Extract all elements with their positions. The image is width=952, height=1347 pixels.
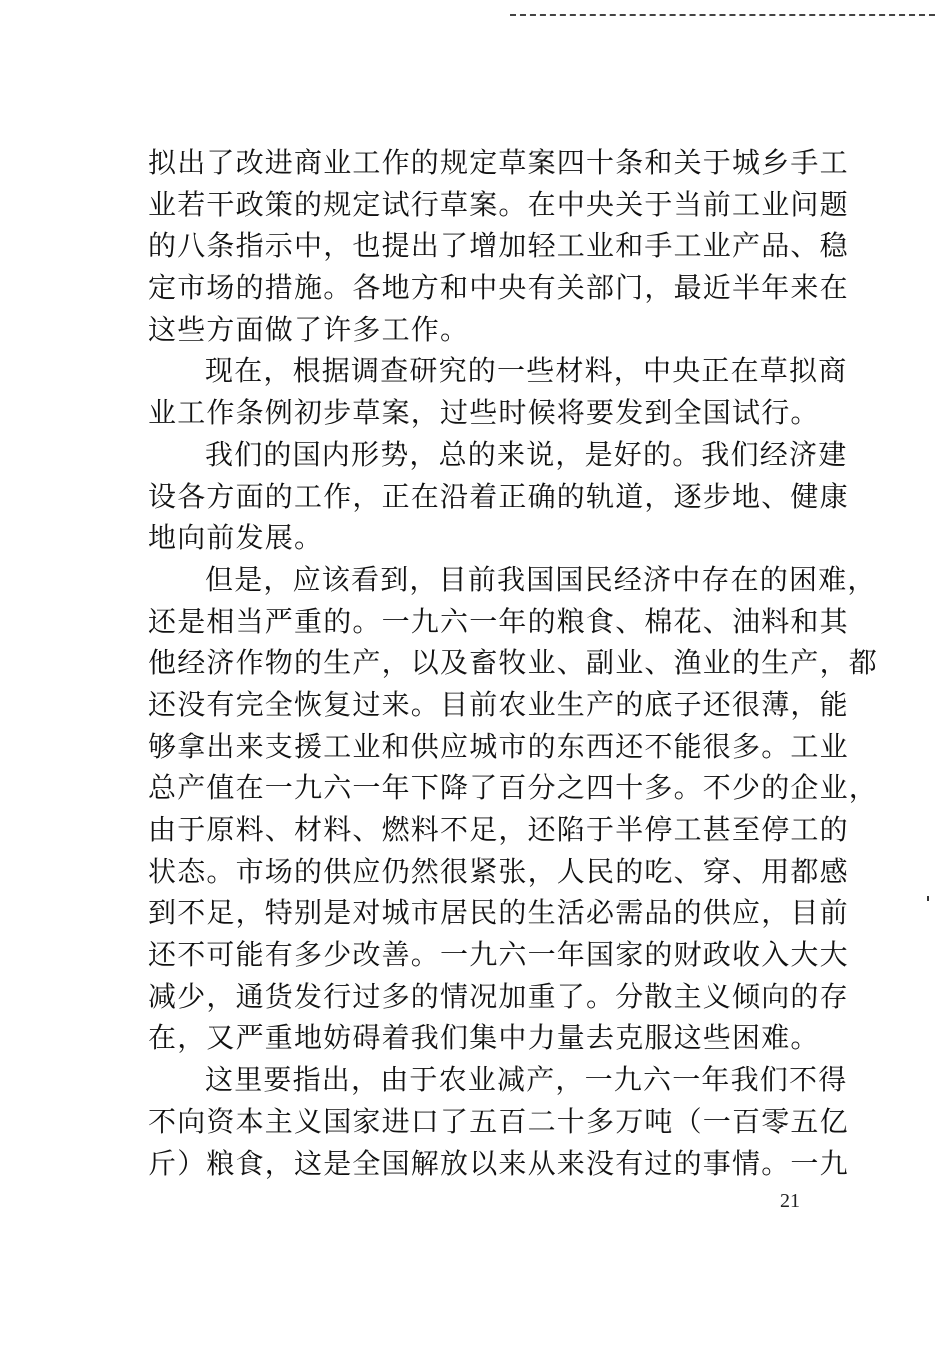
text-line: 设各方面的工作，正在沿着正确的轨道，逐步地、健康 <box>148 479 849 513</box>
text-line: 还是相当严重的。一九六一年的粮食、棉花、油料和其 <box>148 604 849 638</box>
text-line: 定市场的措施。各地方和中央有关部门，最近半年来在 <box>148 271 849 305</box>
text-line: 但是，应该看到，目前我国国民经济中存在的困难， <box>205 562 877 596</box>
text-line: 这里要指出，由于农业减产，一九六一年我们不得 <box>205 1063 848 1097</box>
text-line: 不向资本主义国家进口了五百二十多万吨（一百零五亿 <box>148 1104 849 1138</box>
text-line: 到不足，特别是对城市居民的生活必需品的供应，目前 <box>148 896 849 930</box>
text-line: 业若干政策的规定试行草案。在中央关于当前工业问题 <box>148 187 849 221</box>
header-dashed-rule <box>510 14 935 16</box>
text-line: 由于原料、材料、燃料不足，还陷于半停工甚至停工的 <box>148 813 849 846</box>
margin-mark <box>927 896 929 901</box>
text-line: 在，又严重地妨碍着我们集中力量去克服这些困难。 <box>148 1021 820 1055</box>
text-line: 地向前发展。 <box>148 521 324 555</box>
text-line: 拟出了改进商业工作的规定草案四十条和关于城乡手工 <box>148 146 849 179</box>
text-line: 总产值在一九六一年下降了百分之四十多。不少的企业， <box>148 771 879 805</box>
text-line: 他经济作物的生产，以及畜牧业、副业、渔业的生产，都 <box>148 646 879 680</box>
text-line: 的八条指示中，也提出了增加轻工业和手工业产品、稳 <box>148 229 849 263</box>
text-line: 这些方面做了许多工作。 <box>148 312 470 346</box>
body-text <box>148 142 879 1184</box>
text-line: 状态。市场的供应仍然很紧张，人民的吃、穿、用都感 <box>148 854 849 888</box>
text-line: 还没有完全恢复过来。目前农业生产的底子还很薄，能 <box>148 687 849 721</box>
text-line: 斤）粮食，这是全国解放以来从来没有过的事情。一九 <box>148 1146 849 1180</box>
text-line: 还不可能有多少改善。一九六一年国家的财政收入大大 <box>148 938 849 972</box>
text-line: 减少，通货发行过多的情况加重了。分散主义倾向的存 <box>148 979 849 1013</box>
text-line: 业工作条例初步草案，过些时候将要发到全国试行。 <box>148 396 820 430</box>
page-number: 21 <box>780 1190 800 1212</box>
text-line: 现在，根据调查研究的一些材料，中央正在草拟商 <box>205 354 848 388</box>
text-line: 够拿出来支援工业和供应城市的东西还不能很多。工业 <box>148 729 849 763</box>
text-line: 我们的国内形势，总的来说，是好的。我们经济建 <box>205 437 848 471</box>
